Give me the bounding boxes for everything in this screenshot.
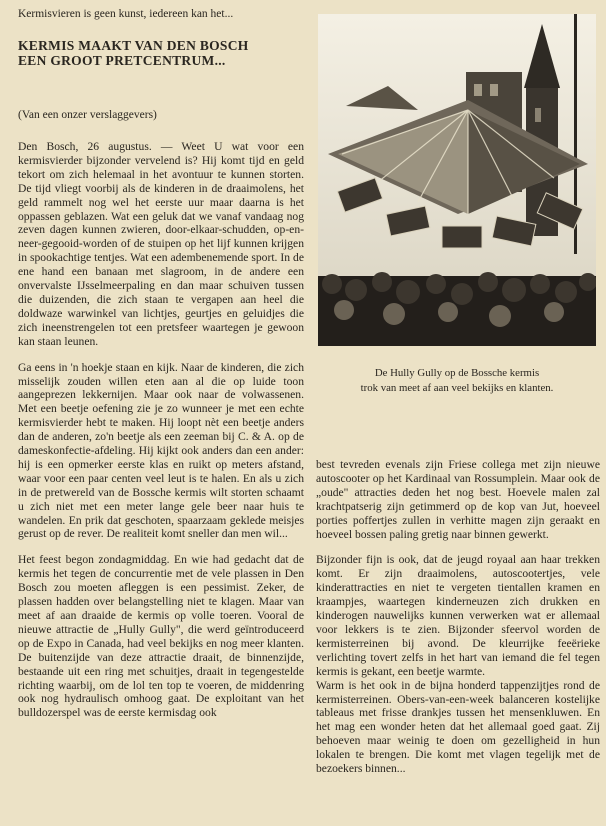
headline — [18, 38, 308, 68]
paragraph: Bijzonder fijn is ook, dat de jeugd royaal aan haar trekken komt. Er zijn draaimolens, autoscootertjes, vele kinderattracties en niet te vergeten tientallen kramen en kraampjes, waartegen kinderneuzen zich drukken en kinderogen nauwelijks kunnen verwerken wat er allemaal voor lekkers is te zien. Bijzonder sfeervol worden de kermisterreinen bij avond. De kleurrijke feeërieke verlichting tovert zelfs in het hart van iemand die fel tegen kermis is gekant, een beetje warmte. — [316, 553, 600, 678]
photo-caption — [318, 366, 596, 396]
headline-line-2: EEN GROOT PRETCENTRUM... — [18, 53, 226, 68]
photo-illustration — [318, 14, 596, 346]
kermis-ride-photo — [318, 14, 596, 346]
headline-line-1: KERMIS MAAKT VAN DEN BOSCH — [18, 38, 249, 53]
kicker: Kermisvieren is geen kunst, iedereen kan het... — [18, 8, 234, 20]
article-column-left — [18, 140, 304, 720]
caption-line-2: trok van meet af aan veel bekijks en klanten. — [360, 382, 554, 394]
paragraph: best tevreden evenals zijn Friese collega met zijn nieuwe autoscooter op het Kardinaal van Rossumplein. Maar ook de „oude" attracties deden het nog best. Hoevele malen zal krachtpatserig zijn getimmerd op de kop van Jut, hoeveel porties poffertjes zullen in verhitte magen zijn geraakt en hoeveel bossen paling gretig naar binnen gewerkt. — [316, 458, 600, 541]
paragraph: Warm is het ook in de bijna honderd tappenzijtjes rond de kermisterreinen. Obers-van-een-week balanceren kostelijke tableaus met frisse drankjes tussen het mensenkluwen. En het mag een wonder heten dat het allemaal goed gaat. Zij behoeven maar weinig te doen om gezelligheid in hun lokalen te brengen. Die komt met vlagen tegelijk met de bezoekers binnen... — [316, 678, 600, 776]
paragraph: Het feest begon zondagmiddag. En wie had gedacht dat de kermis het tegen de concurrentie met de vele plassen in Den Bosch zou moeten afleggen is een pessimist. Zeker, de plassen hadden over belangstelling niet te klagen. Maar van meet af aan draaide de kermis op volle toeren. Vooral de nieuwe attractie de „Hully Gully", die werd geïntroduceerd op de Expo in Canada, had veel bekijks en nog meer klanten. De buitenzijde van deze attractie draait, de binnenzijde, bestaande uit een ring met schuitjes, draait in tegengestelde richting waarbij, om de lol ten top te voeren, de middenring ook nog hydraulisch omhoog gaat. De exploitant van het bulldozerspel was de eerste kermisdag ook — [18, 553, 304, 720]
paragraph: Ga eens in 'n hoekje staan en kijk. Naar de kinderen, die zich misselijk zouden willen eten aan al die op luide toon aangeprezen lekkernijen. Maar ook naar de volwassenen. Met een beetje oefening zie je zo wunneer je met een echte kermisvierder hebt te maken. Hij loopt nèt een beetje anders dan de anderen, zo'n beetje als een zeeman bij C. & A. op de dameskonfectie-afdeling. Hij kijkt ook anders dan een ander: hij is een opmerker eerste klas en ruikt op meters afstand, waar voor een paar centen veel leut is te halen. En als u zich in de pretwereld van de Bossche kermis wilt storten schaamt u zich niet met een meter lange gele beer naar huis te wandelen. En prik dat geschoten, spaarzaam geklede meisjes gerust op de rever. De realiteit komt sneller dan men wil... — [18, 360, 304, 541]
paragraph: Den Bosch, 26 augustus. — Weet U wat voor een kermisvierder bijzonder vervelend is? Hij komt tijd en geld tekort om zich helemaal in het avontuur te kunnen storten. De tijd vliegt voorbij als de kinderen in de draaimolens, het geld rammelt nog wel het eerste uur maar daarna is het oppassen geblazen. Wat een geluk dat we vanaf vandaag nog zeven dagen kunnen zwieren, door-elkaar-schudden, op-en-neer-gegooid-worden of de stuipen op het lijf kunnen krijgen in spookachtige tentjes. Wat een adembenemende sport. In de ene hand een banaan met slagroom, in de andere een onvervalste IJsselmeerpaling en dan maar schuiven tussen die duizenden, die zich staan te vergapen aan heel die doldwaze warwinkel van lichtjes, geurtjes en geluidjes die zich ineenstrengelen tot een pretsfeer waartegen je gewoon kan staan leunen. — [18, 140, 304, 348]
caption-line-1: De Hully Gully op de Bossche kermis — [374, 367, 540, 379]
article-column-right — [316, 458, 600, 776]
byline: (Van een onzer verslaggevers) — [18, 109, 157, 121]
